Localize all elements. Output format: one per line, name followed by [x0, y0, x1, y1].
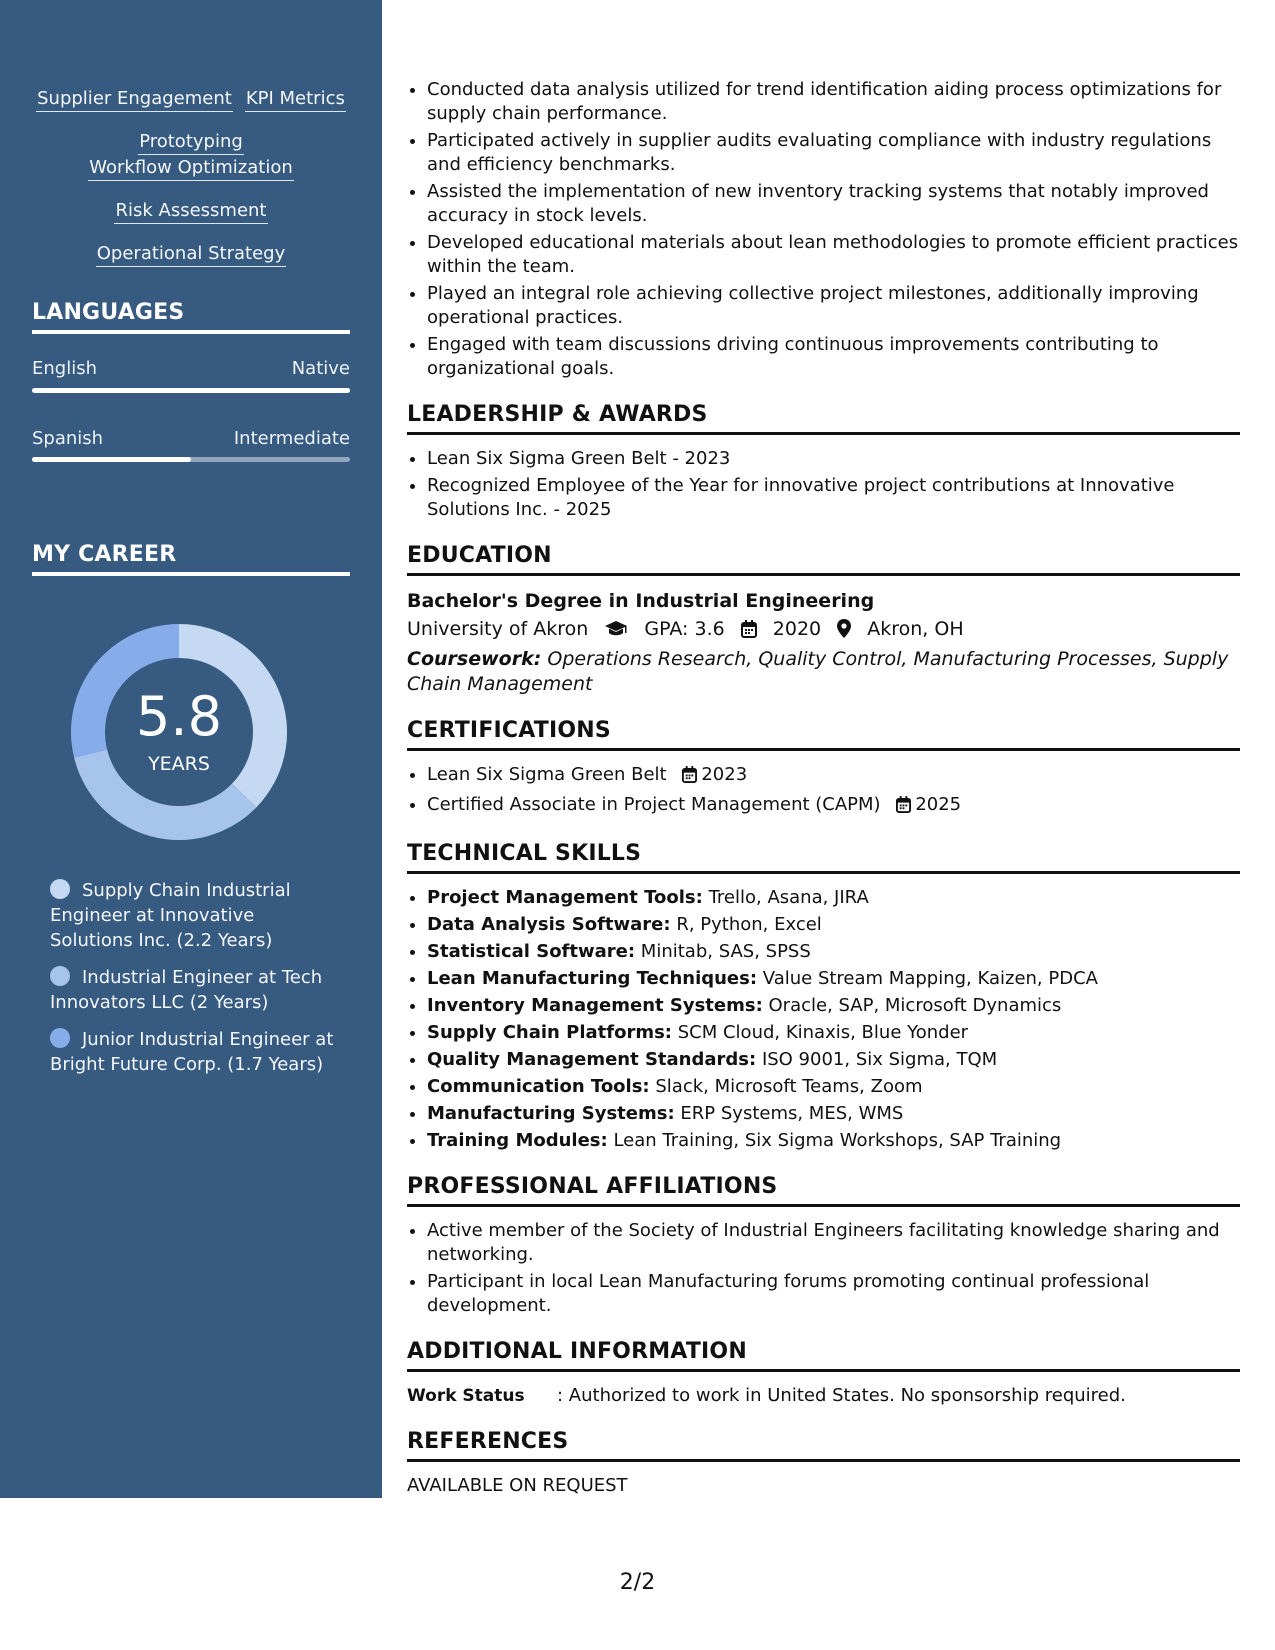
skill-label: Supply Chain Platforms:: [427, 1022, 672, 1043]
leadership-item: • Lean Six Sigma Green Belt - 2023: [427, 447, 1240, 471]
affiliations-list: [407, 1219, 1240, 1318]
legend-dot: [50, 966, 70, 986]
skills-cloud: [24, 86, 358, 284]
calendar-icon: [896, 796, 911, 820]
language-bar-fill: [32, 388, 350, 393]
technical-skill-item: [427, 994, 1240, 1018]
technical-skill-item: [427, 1102, 1240, 1126]
skill-value: R, Python, Excel: [676, 914, 822, 935]
skill-row: [24, 198, 358, 224]
skill-value: ISO 9001, Six Sigma, TQM: [761, 1049, 998, 1070]
work-status-label: Work Status: [407, 1386, 525, 1406]
skill-value: Minitab, SAS, SPSS: [640, 941, 811, 962]
technical-skills-list: [407, 886, 1240, 1153]
skill-row: [24, 129, 358, 181]
languages-heading: LANGUAGES: [32, 300, 350, 334]
certifications-list: [407, 763, 1240, 820]
technical-skills-heading: TECHNICAL SKILLS: [407, 840, 1240, 874]
technical-skill-item: [427, 1048, 1240, 1072]
work-status-value: : Authorized to work in United States. No sponsorship required.: [557, 1385, 1126, 1406]
technical-skill-item: [427, 886, 1240, 910]
skill-label: Manufacturing Systems:: [427, 1103, 675, 1124]
legend-dot: [50, 1028, 70, 1048]
language-row: [32, 428, 350, 449]
technical-skill-item: [427, 1021, 1240, 1045]
experience-bullet: • Conducted data analysis utilized for trend identification aiding process optimizations for supply chain performance.: [427, 78, 1240, 126]
skill-value: SCM Cloud, Kinaxis, Blue Yonder: [677, 1022, 969, 1043]
location-pin-icon: [837, 617, 851, 647]
skill-label: Project Management Tools:: [427, 887, 703, 908]
certifications-heading: CERTIFICATIONS: [407, 717, 1240, 751]
coursework-value: Operations Research, Quality Control, Manufacturing Processes, Supply Chain Management: [407, 648, 1229, 695]
language-row: [32, 358, 350, 379]
technical-skill-item: [427, 913, 1240, 937]
skill-tag: Supplier Engagement: [36, 86, 233, 112]
calendar-icon: [741, 617, 757, 647]
experience-bullet: • Engaged with team discussions driving continuous improvements contributing to organizational goals.: [427, 333, 1240, 381]
leadership-list: [407, 447, 1240, 522]
sidebar: [0, 0, 382, 1498]
certification-name: Certified Associate in Project Management (CAPM): [427, 794, 881, 815]
skill-label: Inventory Management Systems:: [427, 995, 763, 1016]
skill-row: [24, 86, 358, 112]
education-school: University of Akron: [407, 618, 589, 640]
certification-name: Lean Six Sigma Green Belt: [427, 764, 667, 785]
career-item: [50, 965, 340, 1015]
career-item: [50, 1027, 340, 1077]
technical-skill-item: [427, 1075, 1240, 1099]
experience-bullet: • Assisted the implementation of new inventory tracking systems that notably improved accuracy in stock levels.: [427, 180, 1240, 228]
skill-label: Lean Manufacturing Techniques:: [427, 968, 758, 989]
education-gpa: GPA: 3.6: [644, 618, 725, 640]
leadership-item: • Recognized Employee of the Year for innovative project contributions at Innovative Solutions Inc. - 2025: [427, 474, 1240, 522]
skill-tag: Risk Assessment: [114, 198, 267, 224]
certification-item: [427, 763, 1240, 790]
language-level: Intermediate: [233, 428, 350, 449]
skill-value: Oracle, SAP, Microsoft Dynamics: [768, 995, 1062, 1016]
education-location: Akron, OH: [867, 618, 964, 640]
certification-date: [682, 764, 747, 785]
skill-label: Training Modules:: [427, 1130, 608, 1151]
skill-label: Data Analysis Software:: [427, 914, 671, 935]
education-details: [407, 614, 1240, 647]
career-total-years: 5.8: [136, 685, 222, 748]
skill-value: Value Stream Mapping, Kaizen, PDCA: [762, 968, 1098, 989]
skill-value: Slack, Microsoft Teams, Zoom: [655, 1076, 923, 1097]
career-list: [50, 878, 340, 1089]
education-heading: EDUCATION: [407, 542, 1240, 576]
career-label: Industrial Engineer at Tech Innovators LLC (2 Years): [50, 967, 323, 1013]
references-text: AVAILABLE ON REQUEST: [407, 1475, 628, 1496]
career-years-label: YEARS: [148, 753, 210, 775]
technical-skill-item: [427, 967, 1240, 991]
education-degree: Bachelor's Degree in Industrial Engineering: [407, 590, 875, 612]
certification-item: [427, 793, 1240, 820]
experience-bullets: [407, 78, 1240, 381]
references-heading: REFERENCES: [407, 1428, 1240, 1462]
experience-bullet: • Played an integral role achieving collective project milestones, additionally improving operational practices.: [427, 282, 1240, 330]
career-label: Junior Industrial Engineer at Bright Future Corp. (1.7 Years): [50, 1029, 334, 1075]
coursework-label: Coursework:: [407, 648, 542, 670]
affiliation-item: • Participant in local Lean Manufacturing forums promoting continual professional development.: [427, 1270, 1240, 1318]
education-coursework: [407, 647, 1240, 697]
career-label: Supply Chain Industrial Engineer at Innovative Solutions Inc. (2.2 Years): [50, 880, 291, 951]
page-number: 2/2: [619, 1570, 656, 1595]
skill-tag: Workflow Optimization: [88, 155, 294, 181]
skill-tag: Prototyping: [138, 129, 244, 155]
experience-bullet: • Developed educational materials about lean methodologies to promote efficient practices within the team.: [427, 231, 1240, 279]
certification-date: [896, 794, 961, 815]
skill-tag: Operational Strategy: [96, 241, 286, 267]
donut-center: [64, 617, 294, 847]
career-heading: MY CAREER: [32, 542, 350, 576]
skill-value: ERP Systems, MES, WMS: [680, 1103, 904, 1124]
calendar-icon: [682, 766, 697, 790]
affiliations-heading: PROFESSIONAL AFFILIATIONS: [407, 1173, 1240, 1207]
skill-tag: KPI Metrics: [245, 86, 346, 112]
technical-skill-item: [427, 940, 1240, 964]
experience-bullet: • Participated actively in supplier audits evaluating compliance with industry regulations and efficiency benchmarks.: [427, 129, 1240, 177]
skill-value: Trello, Asana, JIRA: [708, 887, 869, 908]
language-level: Native: [291, 358, 350, 379]
main-content: [407, 78, 1240, 1498]
certification-year: 2025: [915, 794, 962, 815]
affiliation-item: • Active member of the Society of Industrial Engineers facilitating knowledge sharing and networking.: [427, 1219, 1240, 1267]
legend-dot: [50, 879, 70, 899]
leadership-heading: LEADERSHIP & AWARDS: [407, 401, 1240, 435]
language-bar: [32, 457, 350, 462]
work-status-row: [407, 1384, 1240, 1408]
certification-year: 2023: [701, 764, 748, 785]
career-item: [50, 878, 340, 953]
language-name: Spanish: [32, 428, 104, 449]
language-name: English: [32, 358, 97, 379]
graduation-cap-icon: [604, 617, 628, 647]
skill-row: [24, 241, 358, 267]
technical-skill-item: [427, 1129, 1240, 1153]
language-bar-fill: [32, 457, 191, 462]
skill-label: Quality Management Standards:: [427, 1049, 757, 1070]
skill-label: Communication Tools:: [427, 1076, 650, 1097]
language-bar: [32, 388, 350, 393]
skill-label: Statistical Software:: [427, 941, 636, 962]
skill-value: Lean Training, Six Sigma Workshops, SAP Training: [613, 1130, 1062, 1151]
education-year: 2020: [772, 618, 822, 640]
additional-info-heading: ADDITIONAL INFORMATION: [407, 1338, 1240, 1372]
